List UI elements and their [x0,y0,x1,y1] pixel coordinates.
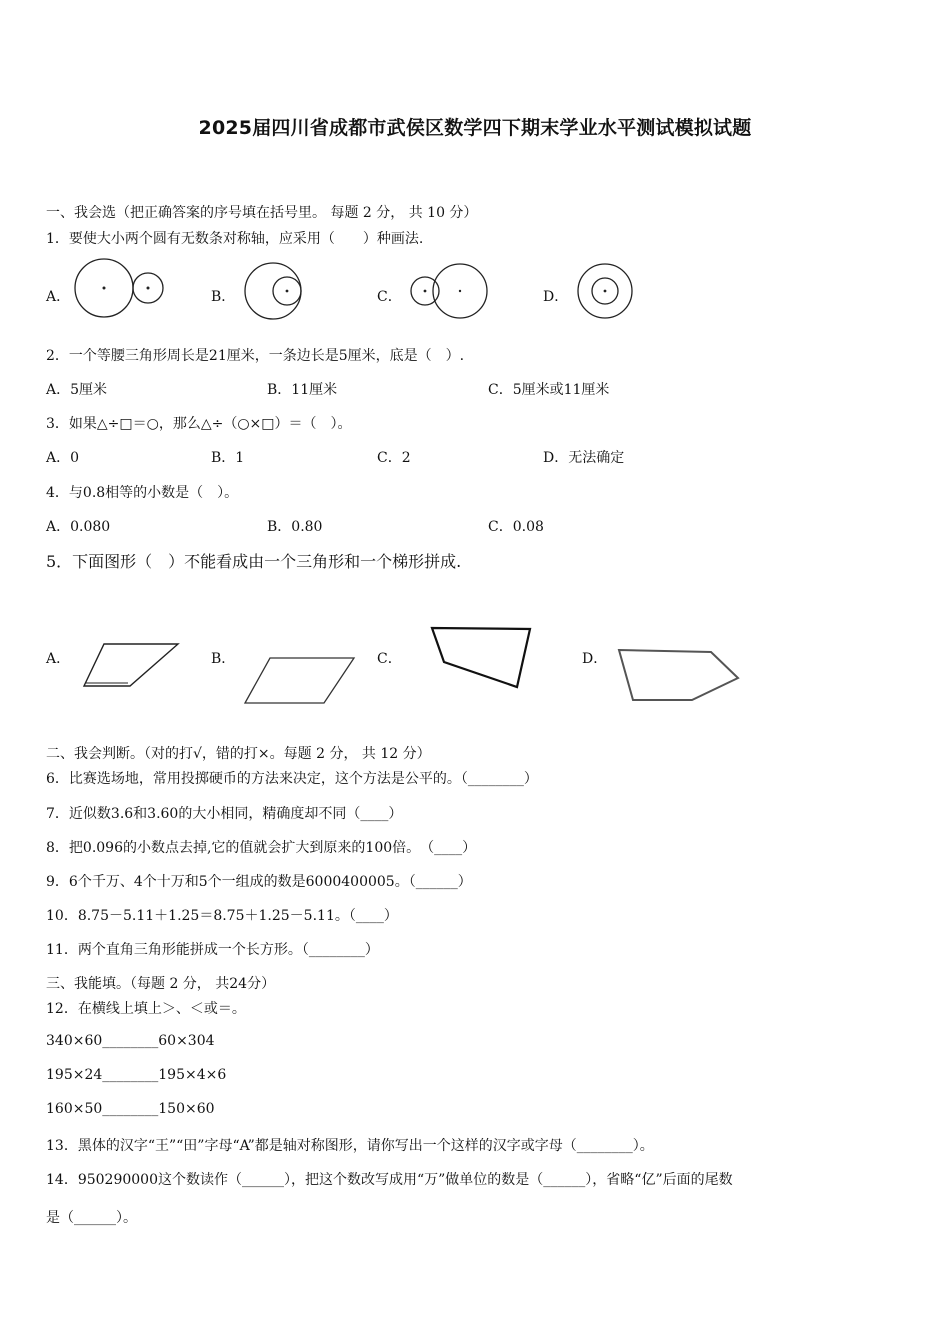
question-8: 8．把0.096的小数点去掉,它的值就会扩大到原来的100倍。 （____） [46,840,477,856]
section3-heading: 三、我能填。（每题 2 分， 共24分） [46,976,276,992]
q1-option-a-label: A． [46,289,71,305]
question-6: 6．比赛选场地，常用投掷硬币的方法来决定，这个方法是公平的。（________） [46,771,538,787]
question-2: 2．一个等腰三角形周长是21厘米，一条边长是5厘米，底是（ ）. [46,348,465,364]
q2-option-c: C．5厘米或11厘米 [488,382,610,398]
q4-option-a: A．0.080 [46,519,111,535]
q1-figure-c [408,260,490,322]
q5-option-a-label: A． [46,651,71,667]
question-5: 5．下面图形（ ）不能看成由一个三角形和一个梯形拼成. [46,552,462,571]
q5-option-c-label: C． [377,651,402,667]
section1-heading: 一、我会选（把正确答案的序号填在括号里。 每题 2 分， 共 10 分） [46,205,478,221]
question-14-line-1: 14．950290000这个数读作（______），把这个数改写成用“万”做单位的数是（______），省略“亿”后面的尾数 [46,1172,733,1188]
q3-option-a: A．0 [46,450,80,466]
q1-option-c-label: C． [377,289,402,305]
q5-figure-c [428,624,536,692]
question-14-line-2: 是（______）。 [46,1210,137,1226]
q5-figure-d [616,646,742,704]
q12-row-1: 340×60________60×304 [46,1033,215,1049]
question-4: 4．与0.8相等的小数是（ ）。 [46,485,239,501]
q5-option-d-label: D． [582,651,608,667]
q2-option-b: B．11厘米 [267,382,338,398]
question-9: 9．6个千万、4个十万和5个一组成的数是6000400005。（______） [46,874,472,890]
q1-option-b-label: B． [211,289,236,305]
question-1: 1．要使大小两个圆有无数条对称轴，应采用（ ）种画法. [46,231,424,247]
question-11: 11．两个直角三角形能拼成一个长方形。（________） [46,942,379,958]
question-13: 13．黑体的汉字“王”“田”字母“A”都是轴对称图形，请你写出一个这样的汉字或字母（________）。 [46,1138,654,1154]
q5-option-b-label: B． [211,651,236,667]
q4-option-b: B．0.80 [267,519,323,535]
q1-figure-b [244,260,306,322]
q2-option-a: A．5厘米 [46,382,108,398]
question-12: 12．在横线上填上＞、＜或＝。 [46,1001,246,1017]
q12-row-2: 195×24________195×4×6 [46,1067,227,1083]
question-3: 3．如果△÷□＝○，那么△÷（○×□）＝（ ）。 [46,416,352,432]
question-10: 10．8.75－5.11＋1.25＝8.75＋1.25－5.11。（____） [46,908,398,924]
question-7: 7．近似数3.6和3.60的大小相同，精确度却不同（____） [46,806,403,822]
q5-figure-b [242,655,358,707]
q1-figure-d [576,262,636,322]
q5-figure-a [80,640,184,692]
q1-option-d-label: D． [543,289,569,305]
page-title: 2025届四川省成都市武侯区数学四下期末学业水平测试模拟试题 [198,117,752,139]
q12-row-3: 160×50________150×60 [46,1101,215,1117]
q3-option-c: C．2 [377,450,411,466]
q3-option-d: D．无法确定 [543,450,625,466]
q3-option-b: B．1 [211,450,245,466]
q4-option-c: C．0.08 [488,519,544,535]
section2-heading: 二、我会判断。（对的打√，错的打×。每题 2 分， 共 12 分） [46,746,431,762]
q1-figure-a [74,256,166,320]
